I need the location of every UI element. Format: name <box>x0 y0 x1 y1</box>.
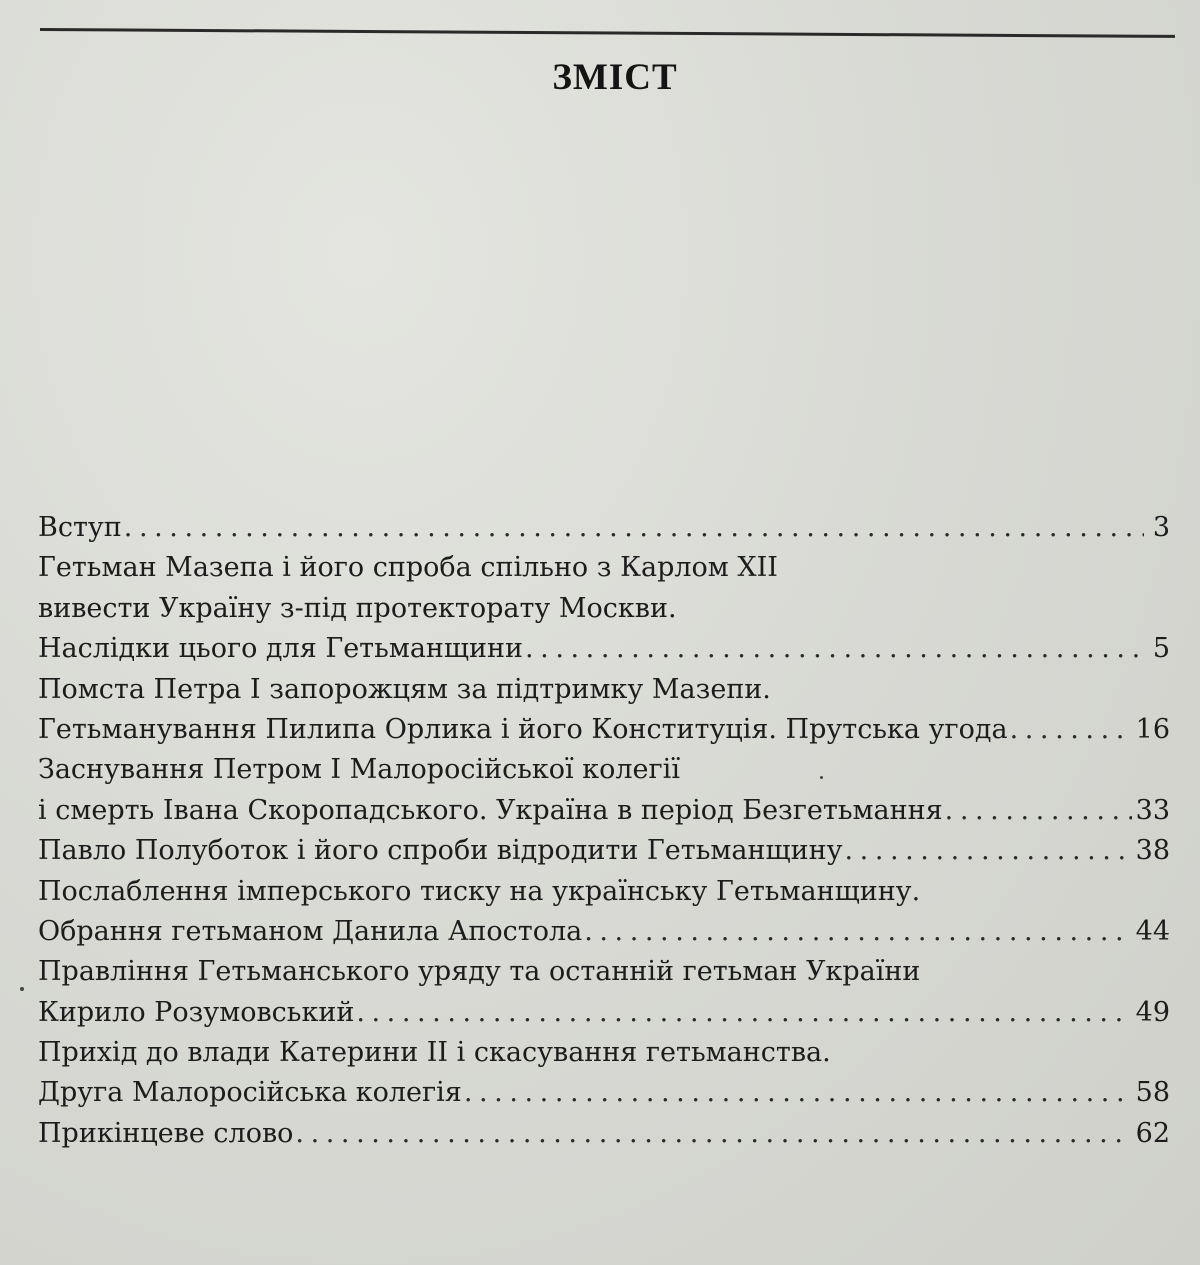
toc-entry-text: Заснування Петром I Малоросійської колегії <box>38 754 680 786</box>
toc-page-number: 38 <box>1135 835 1170 867</box>
toc-line <box>38 1033 1170 1073</box>
toc-line <box>38 791 1170 831</box>
toc-page-number: 62 <box>1135 1117 1170 1149</box>
toc-entry-text: Послаблення імперського тиску на українську Гетьманщину. <box>38 875 921 907</box>
ink-speck <box>20 987 24 991</box>
toc-entry-text: Прикінцеве слово <box>38 1117 294 1149</box>
toc-line <box>38 750 1170 790</box>
dot-leader <box>945 791 1132 831</box>
toc-entry-text: Гетьман Мазепа і його спроба спільно з Карлом XII <box>38 552 778 584</box>
toc-line <box>38 589 1170 629</box>
dot-leader <box>124 508 1144 548</box>
toc-line <box>38 993 1170 1033</box>
toc-entry-text: Обрання гетьманом Данила Апостола <box>38 915 583 947</box>
toc-entry-text: Наслідки цього для Гетьманщини <box>38 633 523 665</box>
dot-leader <box>1010 710 1132 750</box>
toc-entry-text: і смерть Івана Скоропадського. Україна в період Безгетьмання <box>38 794 943 826</box>
toc-line <box>38 508 1170 548</box>
toc-page-number: 16 <box>1135 713 1170 745</box>
dot-leader <box>356 993 1131 1033</box>
dot-leader <box>584 912 1131 952</box>
toc-line <box>38 912 1170 952</box>
toc-line <box>38 1114 1170 1154</box>
toc-page-number: 5 <box>1152 633 1170 665</box>
toc-entry-text: Гетьманування Пилипа Орлика і його Конституція. Прутська угода <box>38 713 1008 745</box>
toc-line <box>38 670 1170 710</box>
toc-line <box>38 952 1170 992</box>
dot-leader <box>844 831 1131 871</box>
ink-speck <box>820 776 823 779</box>
toc-entry-text: Прихід до влади Катерини II і скасування гетьманства. <box>38 1037 831 1069</box>
top-rule <box>40 28 1175 38</box>
toc-entry-text: Павло Полуботок і його спроби відродити Гетьманщину <box>38 835 843 867</box>
toc-line <box>38 710 1170 750</box>
table-of-contents <box>38 508 1170 1154</box>
toc-line <box>38 629 1170 669</box>
dot-leader <box>525 629 1144 669</box>
toc-line <box>38 1073 1170 1113</box>
dot-leader <box>464 1073 1132 1113</box>
toc-entry-text: вивести Україну з-під протекторату Москви. <box>38 592 677 624</box>
toc-entry-text: Помста Петра I запорожцям за підтримку Мазепи. <box>38 673 771 705</box>
toc-entry-text: Правління Гетьманського уряду та останній гетьман України <box>38 956 921 988</box>
toc-line <box>38 548 1170 588</box>
page-title: ЗМІСТ <box>552 57 678 98</box>
toc-line <box>38 831 1170 871</box>
toc-line <box>38 872 1170 912</box>
toc-entry-text: Кирило Розумовський <box>38 996 355 1028</box>
dot-leader <box>295 1114 1131 1154</box>
toc-page-number: 44 <box>1135 915 1170 947</box>
toc-entry-text: Вступ <box>38 512 122 543</box>
toc-page-number: 49 <box>1135 996 1170 1028</box>
toc-page-number: 3 <box>1152 512 1170 543</box>
toc-page-number: 33 <box>1135 794 1170 826</box>
toc-entry-text: Друга Малоросійська колегія <box>38 1077 462 1109</box>
toc-page-number: 58 <box>1135 1077 1170 1109</box>
